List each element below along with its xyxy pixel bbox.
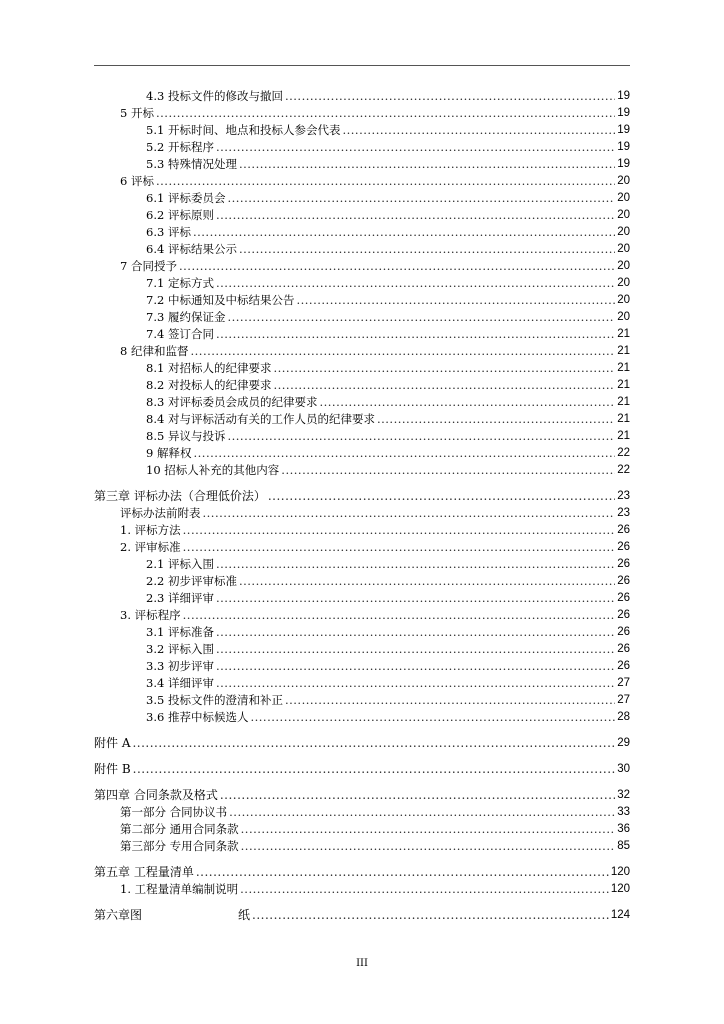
toc-entry[interactable] xyxy=(146,241,630,257)
toc-entry-label: 第四章 合同条款及格式 xyxy=(94,788,218,802)
toc-entry[interactable] xyxy=(146,675,630,691)
toc-entry-page: 20 xyxy=(617,226,630,238)
toc-entry-page: 30 xyxy=(617,763,630,775)
toc-leader-dots xyxy=(268,488,615,504)
toc-entry-page: 20 xyxy=(617,260,630,272)
toc-entry-page: 20 xyxy=(617,294,630,306)
toc-leader-dots xyxy=(281,462,615,478)
toc-entry[interactable] xyxy=(120,838,630,854)
toc-entry-page: 22 xyxy=(617,447,630,459)
toc-entry[interactable] xyxy=(146,309,630,325)
toc-entry[interactable] xyxy=(94,488,630,504)
toc-entry[interactable] xyxy=(146,326,630,342)
toc-entry[interactable] xyxy=(146,360,630,376)
toc-leader-dots xyxy=(273,377,615,393)
toc-entry-label: 8 纪律和监督 xyxy=(120,344,189,358)
toc-entry-label: 4.3 投标文件的修改与撤回 xyxy=(146,89,283,103)
toc-entry-page: 120 xyxy=(610,883,630,895)
toc-leader-dots xyxy=(183,522,616,538)
toc-leader-dots xyxy=(216,641,615,657)
toc-entry[interactable] xyxy=(94,787,630,803)
toc-entry[interactable] xyxy=(120,804,630,820)
toc-entry-page: 26 xyxy=(617,609,630,621)
toc-entry[interactable] xyxy=(146,428,630,444)
toc-leader-dots xyxy=(203,505,616,521)
toc-entry-label: 3.6 推荐中标候选人 xyxy=(146,710,249,724)
toc-entry-page: 26 xyxy=(617,660,630,672)
toc-entry[interactable] xyxy=(120,343,630,359)
toc-entry[interactable] xyxy=(146,292,630,308)
toc-entry-label: 3.5 投标文件的澄清和补正 xyxy=(146,693,283,707)
toc-leader-dots xyxy=(227,190,615,206)
toc-entry-label: 7.1 定标方式 xyxy=(146,276,214,290)
toc-entry-page: 21 xyxy=(617,345,630,357)
toc-entry[interactable] xyxy=(120,607,630,623)
toc-entry-page: 19 xyxy=(617,107,630,119)
toc-leader-dots xyxy=(216,326,615,342)
toc-entry-label: 第六章图 纸 xyxy=(94,908,251,922)
toc-leader-dots xyxy=(216,624,615,640)
toc-entry-page: 21 xyxy=(617,362,630,374)
toc-entry[interactable] xyxy=(146,275,630,291)
toc-entry[interactable] xyxy=(146,411,630,427)
toc-entry-page: 85 xyxy=(617,840,630,852)
toc-entry[interactable] xyxy=(94,907,630,923)
toc-entry[interactable] xyxy=(146,190,630,206)
toc-entry-page: 21 xyxy=(617,430,630,442)
toc-entry-page: 20 xyxy=(617,209,630,221)
toc-leader-dots xyxy=(196,864,609,880)
toc-entry[interactable] xyxy=(120,522,630,538)
toc-entry-page: 19 xyxy=(617,124,630,136)
toc-entry-page: 26 xyxy=(617,592,630,604)
toc-entry-label: 附件 B xyxy=(94,762,131,776)
toc-entry[interactable] xyxy=(120,105,630,121)
toc-entry-label: 第三章 评标办法（合理低价法） xyxy=(94,489,266,503)
toc-leader-dots xyxy=(252,907,609,923)
toc-entry-page: 21 xyxy=(617,413,630,425)
toc-entry-page: 124 xyxy=(610,909,630,921)
toc-entry-page: 26 xyxy=(617,541,630,553)
toc-entry-label: 附件 A xyxy=(94,736,131,750)
toc-entry-page: 20 xyxy=(617,192,630,204)
header-rule xyxy=(94,65,630,66)
toc-leader-dots xyxy=(216,139,615,155)
toc-entry[interactable] xyxy=(120,505,630,521)
toc-entry-label: 7.4 签订合同 xyxy=(146,327,214,341)
toc-entry[interactable] xyxy=(146,624,630,640)
toc-entry-page: 120 xyxy=(610,866,630,878)
toc-entry[interactable] xyxy=(146,445,630,461)
toc-entry[interactable] xyxy=(146,462,630,478)
toc-entry-label: 3.4 详细评审 xyxy=(146,676,214,690)
toc-entry-label: 8.4 对与评标活动有关的工作人员的纪律要求 xyxy=(146,412,375,426)
toc-entry[interactable] xyxy=(146,709,630,725)
toc-entry-page: 36 xyxy=(617,823,630,835)
toc-leader-dots xyxy=(179,258,615,274)
toc-entry-page: 28 xyxy=(617,711,630,723)
toc-entry[interactable] xyxy=(94,864,630,880)
toc-entry[interactable] xyxy=(146,156,630,172)
toc-entry-page: 27 xyxy=(617,694,630,706)
toc-entry[interactable] xyxy=(120,173,630,189)
toc-entry-label: 2. 评审标准 xyxy=(120,540,181,554)
toc-leader-dots xyxy=(296,292,615,308)
toc-entry-page: 29 xyxy=(617,737,630,749)
toc-entry-page: 33 xyxy=(617,806,630,818)
toc-entry-label: 2.2 初步评审标准 xyxy=(146,574,237,588)
toc-leader-dots xyxy=(285,88,615,104)
toc-leader-dots xyxy=(250,709,615,725)
toc-entry-label: 7.2 中标通知及中标结果公告 xyxy=(146,293,295,307)
toc-leader-dots xyxy=(132,735,615,751)
toc-entry-label: 10 招标人补充的其他内容 xyxy=(146,463,280,477)
toc-entry-page: 26 xyxy=(617,558,630,570)
toc-entry-page: 32 xyxy=(617,789,630,801)
toc-entry-page: 20 xyxy=(617,243,630,255)
toc-entry-page: 21 xyxy=(617,379,630,391)
toc-leader-dots xyxy=(220,787,615,803)
toc-entry-label: 6.2 评标原则 xyxy=(146,208,214,222)
toc-entry-page: 22 xyxy=(617,464,630,476)
toc-entry[interactable] xyxy=(146,207,630,223)
toc-entry-label: 9 解释权 xyxy=(146,446,192,460)
toc-entry-page: 20 xyxy=(617,277,630,289)
toc-leader-dots xyxy=(239,241,615,257)
toc-entry-label: 6 评标 xyxy=(120,174,154,188)
toc-entry[interactable] xyxy=(146,394,630,410)
toc-leader-dots xyxy=(229,804,615,820)
toc-leader-dots xyxy=(193,445,615,461)
toc-entry[interactable] xyxy=(120,881,630,897)
toc-entry-label: 第二部分 通用合同条款 xyxy=(120,822,239,836)
toc-entry-label: 7.3 履约保证金 xyxy=(146,310,226,324)
toc-entry-label: 3.3 初步评审 xyxy=(146,659,214,673)
toc-leader-dots xyxy=(216,275,615,291)
toc-entry-label: 第三部分 专用合同条款 xyxy=(120,839,239,853)
toc-entry-page: 20 xyxy=(617,311,630,323)
toc-leader-dots xyxy=(285,692,615,708)
toc-leader-dots xyxy=(183,607,616,623)
toc-leader-dots xyxy=(190,343,615,359)
toc-leader-dots xyxy=(183,539,616,555)
toc-leader-dots xyxy=(241,821,616,837)
toc-entry-label: 第一部分 合同协议书 xyxy=(120,805,228,819)
toc-entry-label: 5.3 特殊情况处理 xyxy=(146,157,237,171)
toc-leader-dots xyxy=(319,394,615,410)
toc-entry[interactable] xyxy=(146,692,630,708)
toc-entry-label: 3.1 评标准备 xyxy=(146,625,214,639)
toc-entry-label: 2.1 评标入围 xyxy=(146,557,214,571)
toc-entry-page: 23 xyxy=(617,490,630,502)
toc-entry-label: 第五章 工程量清单 xyxy=(94,865,194,879)
toc-entry[interactable] xyxy=(120,539,630,555)
toc-entry-page: 26 xyxy=(617,524,630,536)
toc-entry[interactable] xyxy=(146,590,630,606)
toc-entry[interactable] xyxy=(94,735,630,751)
toc-entry-label: 5.2 开标程序 xyxy=(146,140,214,154)
toc-leader-dots xyxy=(133,761,616,777)
toc-entry[interactable] xyxy=(146,573,630,589)
toc-entry[interactable] xyxy=(146,88,630,104)
toc-entry-label: 3.2 评标入围 xyxy=(146,642,214,656)
toc-entry[interactable] xyxy=(146,641,630,657)
toc-entry-label: 6.4 评标结果公示 xyxy=(146,242,237,256)
toc-leader-dots xyxy=(273,360,615,376)
toc-entry-label: 6.3 评标 xyxy=(146,225,191,239)
toc-entry-page: 23 xyxy=(617,507,630,519)
toc-entry-page: 19 xyxy=(617,141,630,153)
toc-entry-label: 8.2 对投标人的纪律要求 xyxy=(146,378,272,392)
toc-leader-dots xyxy=(377,411,615,427)
toc-leader-dots xyxy=(193,224,615,240)
toc-entry[interactable] xyxy=(146,224,630,240)
toc-entry-page: 21 xyxy=(617,396,630,408)
toc-entry-label: 1. 评标方法 xyxy=(120,523,181,537)
toc-entry-page: 19 xyxy=(617,158,630,170)
toc-entry-label: 7 合同授予 xyxy=(120,259,177,273)
toc-entry-label: 5.1 开标时间、地点和投标人参会代表 xyxy=(146,123,341,137)
toc-entry-page: 19 xyxy=(617,90,630,102)
toc-leader-dots xyxy=(156,173,615,189)
toc-entry-label: 1. 工程量清单编制说明 xyxy=(120,882,239,896)
toc-entry[interactable] xyxy=(146,139,630,155)
toc-entry-label: 3. 评标程序 xyxy=(120,608,181,622)
toc-leader-dots xyxy=(227,309,615,325)
toc-entry[interactable] xyxy=(146,658,630,674)
toc-entry-page: 21 xyxy=(617,328,630,340)
toc-entry-page: 26 xyxy=(617,643,630,655)
toc-entry-page: 20 xyxy=(617,175,630,187)
toc-entry-label: 评标办法前附表 xyxy=(120,506,201,520)
toc-entry-page: 26 xyxy=(617,626,630,638)
toc-entry-page: 27 xyxy=(617,677,630,689)
toc-entry[interactable] xyxy=(146,377,630,393)
toc-leader-dots xyxy=(216,590,615,606)
toc-entry[interactable] xyxy=(94,761,630,777)
toc-leader-dots xyxy=(216,675,615,691)
toc-entry-label: 8.1 对招标人的纪律要求 xyxy=(146,361,272,375)
toc-entry-page: 26 xyxy=(617,575,630,587)
toc-leader-dots xyxy=(216,658,615,674)
toc-entry-label: 6.1 评标委员会 xyxy=(146,191,226,205)
toc-entry-label: 8.5 异议与投诉 xyxy=(146,429,226,443)
toc-leader-dots xyxy=(227,428,615,444)
toc-entry-label: 8.3 对评标委员会成员的纪律要求 xyxy=(146,395,318,409)
toc-leader-dots xyxy=(156,105,615,121)
toc-entry[interactable] xyxy=(146,556,630,572)
page-number: III xyxy=(356,958,368,969)
toc-entry-label: 5 开标 xyxy=(120,106,154,120)
toc-leader-dots xyxy=(216,207,615,223)
toc-entry[interactable] xyxy=(120,258,630,274)
toc-entry[interactable] xyxy=(120,821,630,837)
toc-leader-dots xyxy=(216,556,615,572)
toc-leader-dots xyxy=(240,881,609,897)
toc-leader-dots xyxy=(342,122,615,138)
toc-entry[interactable] xyxy=(146,122,630,138)
toc-leader-dots xyxy=(241,838,616,854)
toc-leader-dots xyxy=(239,573,615,589)
toc-leader-dots xyxy=(239,156,615,172)
toc-entry-label: 2.3 详细评审 xyxy=(146,591,214,605)
